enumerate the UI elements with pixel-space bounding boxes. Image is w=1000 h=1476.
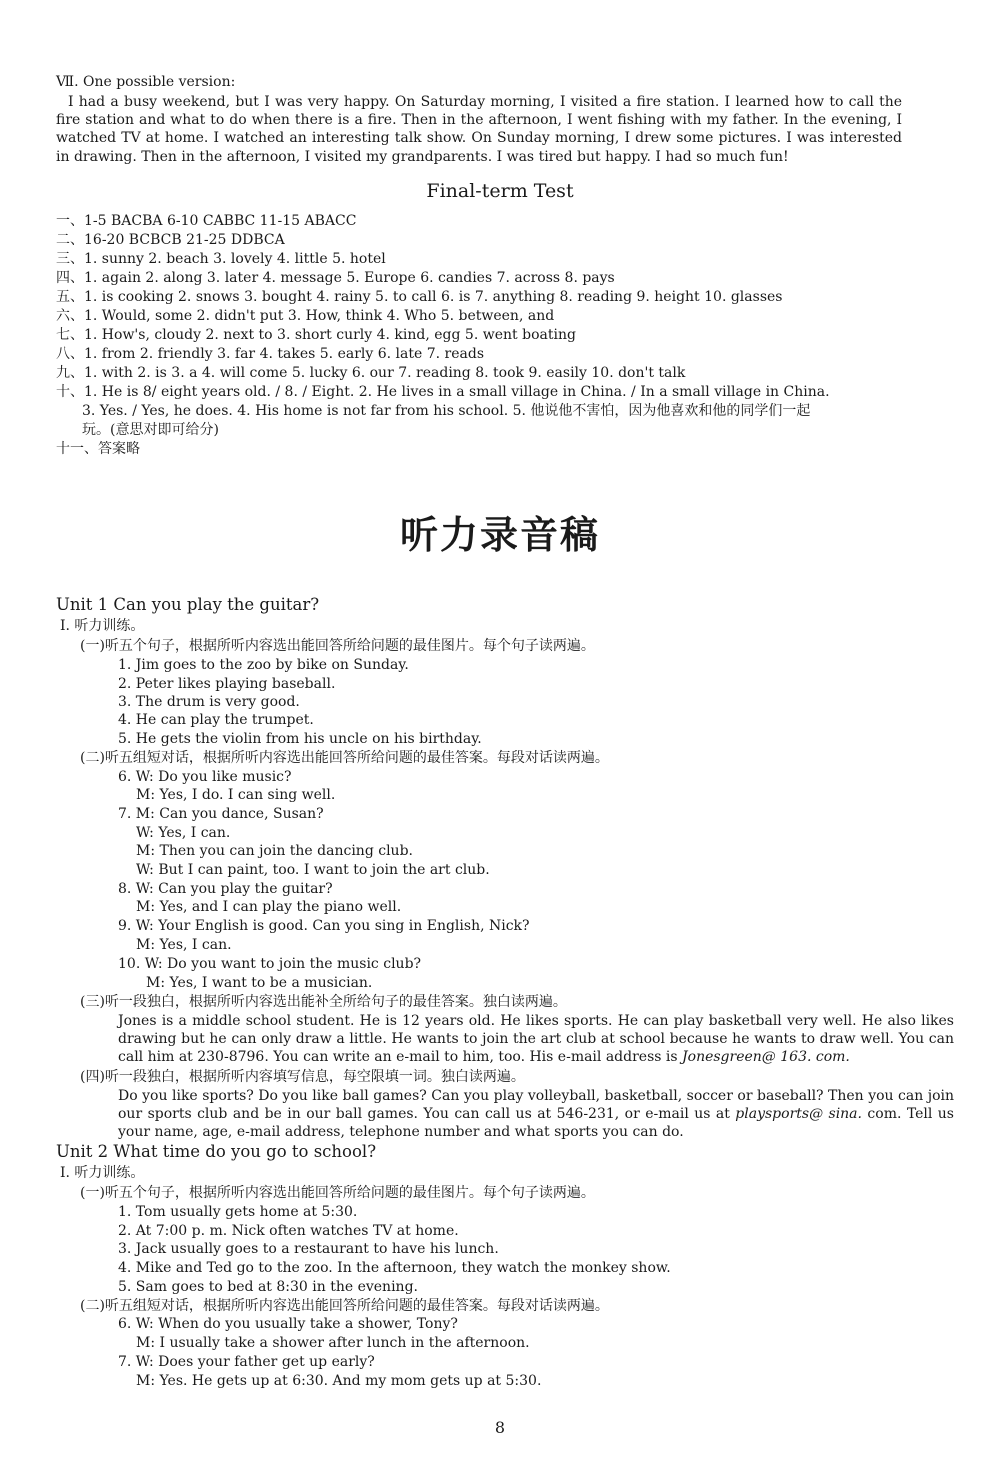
unit1-part4-email: playsports@ sina. [735, 1106, 862, 1123]
sentence: 4. He can play the trumpet. [118, 712, 314, 728]
final-term-title: Final-term Test [426, 180, 574, 202]
dialogue-line: W: But I can paint, too. I want to join the art club. [136, 862, 490, 878]
dialogue-line: M: Yes, and I can play the piano well. [136, 899, 402, 915]
dialogue-line: M: Yes. He gets up at 6:30. And my mom gets up at 5:30. [136, 1373, 542, 1389]
unit1-part3-text: Jones is a middle school student. He is 12 years old. He likes sports. He can play basketball very well. He also likes drawing but he can only draw a little. He wants to join the art club at school because he wants to draw well. You can call him at 230-8796. You can write an e-mail to him, too. His e-mail address is [118, 1013, 954, 1066]
listening-script-title: 听力录音稿 [399, 513, 600, 557]
unit1-part4-heading: (四)听一段独白，根据所听内容填写信息，每空限填一词。独白读两遍。 [80, 1069, 525, 1085]
answer-line: 十一、答案略 [56, 441, 140, 457]
sentence: 4. Mike and Ted go to the zoo. In the afternoon, they watch the monkey show. [118, 1260, 671, 1276]
sentence: 3. The drum is very good. [118, 694, 300, 710]
answer-line: 一、1-5 BACBA 6-10 CABBC 11-15 ABACC [56, 213, 357, 229]
dialogue-line: 6. W: When do you usually take a shower, Tony? [118, 1316, 458, 1332]
dialogue-line: 6. W: Do you like music? [118, 769, 292, 785]
sentence: 1. Tom usually gets home at 5:30. [118, 1204, 358, 1220]
vii-heading: Ⅶ. One possible version: [56, 74, 236, 90]
dialogue-line: 7. M: Can you dance, Susan? [118, 806, 324, 822]
watermark-logo [872, 1402, 1000, 1476]
answer-line: 三、1. sunny 2. beach 3. lovely 4. little 5. hotel [56, 251, 386, 267]
answer-line: 八、1. from 2. friendly 3. far 4. takes 5. early 6. late 7. reads [56, 346, 484, 362]
dialogue-line: M: I usually take a shower after lunch in the afternoon. [136, 1335, 530, 1351]
unit2-section: Ⅰ. 听力训练。 [60, 1165, 145, 1181]
dialogue-line: 8. W: Can you play the guitar? [118, 881, 333, 897]
page-number: 8 [494, 1418, 506, 1437]
answer-line: 3. Yes. / Yes, he does. 4. His home is not far from his school. 5. 他说他不害怕，因为他喜欢和他的同学们一起 [82, 403, 811, 419]
answer-line: 四、1. again 2. along 3. later 4. message 5. Europe 6. candies 7. across 8. pays [56, 270, 615, 286]
vii-text: I had a busy weekend, but I was very happy. On Saturday morning, I visited a fire station. I learned how to call the fire station and what to do when there is a fire. Then in the afternoon, I went fishing with my father. In the evening, I watched TV at home. I watched an interesting talk show. On Sunday morning, I drew some pictures. I was interested in drawing. Then in the afternoon, I visited my grandparents. I was tired but happy. I had so much fun! [56, 94, 902, 165]
answer-line: 七、1. How's, cloudy 2. next to 3. short curly 4. kind, egg 5. went boating [56, 327, 576, 343]
sentence: 5. Sam goes to bed at 8:30 in the evening. [118, 1279, 418, 1295]
vii-paragraph [56, 93, 902, 166]
sentence: 2. Peter likes playing baseball. [118, 676, 336, 692]
unit1-section: Ⅰ. 听力训练。 [60, 618, 145, 634]
unit1-title: Unit 1 Can you play the guitar? [56, 595, 320, 614]
unit1-part3-paragraph [118, 1012, 954, 1067]
unit1-part2-heading: (二)听五组短对话，根据所听内容选出能回答所给问题的最佳答案。每段对话读两遍。 [80, 750, 609, 766]
sentence: 5. He gets the violin from his uncle on his birthday. [118, 731, 482, 747]
dialogue-line: M: Yes, I want to be a musician. [146, 975, 373, 991]
sentence: 1. Jim goes to the zoo by bike on Sunday. [118, 657, 409, 673]
unit1-part3-email: Jonesgreen@ 163. com. [682, 1049, 850, 1066]
answer-line: 玩。(意思对即可给分) [82, 422, 219, 438]
dialogue-line: 10. W: Do you want to join the music club? [118, 956, 422, 972]
unit2-title: Unit 2 What time do you go to school? [56, 1142, 377, 1161]
unit1-part4-paragraph [118, 1087, 954, 1142]
sentence: 3. Jack usually goes to a restaurant to have his lunch. [118, 1241, 499, 1257]
dialogue-line: W: Yes, I can. [136, 825, 231, 841]
answer-line: 九、1. with 2. is 3. a 4. will come 5. lucky 6. our 7. reading 8. took 9. easily 10. don't talk [56, 365, 686, 381]
unit2-part1-heading: (一)听五个句子，根据所听内容选出能回答所给问题的最佳图片。每个句子读两遍。 [80, 1185, 595, 1201]
dialogue-line: M: Yes, I do. I can sing well. [136, 787, 336, 803]
unit1-part1-heading: (一)听五个句子，根据所听内容选出能回答所给问题的最佳图片。每个句子读两遍。 [80, 638, 595, 654]
unit2-part2-heading: (二)听五组短对话，根据所听内容选出能回答所给问题的最佳答案。每段对话读两遍。 [80, 1298, 609, 1314]
answer-line: 二、16-20 BCBCB 21-25 DDBCA [56, 232, 285, 248]
answer-line: 十、1. He is 8/ eight years old. / 8. / Eight. 2. He lives in a small village in China. / In a small village in China. [56, 384, 830, 400]
dialogue-line: M: Then you can join the dancing club. [136, 843, 413, 859]
unit1-part4-text: Do you like sports? Do you like ball games? Can you play volleyball, basketball, soccer or baseball? Then you can join our sports club and be in our ball games. You can call us at 546-231, or e-mail us at [118, 1088, 954, 1123]
sentence: 2. At 7:00 p. m. Nick often watches TV at home. [118, 1223, 459, 1239]
unit1-part3-heading: (三)听一段独白，根据所听内容选出能补全所给句子的最佳答案。独白读两遍。 [80, 994, 567, 1010]
dialogue-line: 7. W: Does your father get up early? [118, 1354, 375, 1370]
answer-line: 六、1. Would, some 2. didn't put 3. How, think 4. Who 5. between, and [56, 308, 555, 324]
dialogue-line: 9. W: Your English is good. Can you sing in English, Nick? [118, 918, 530, 934]
dialogue-line: M: Yes, I can. [136, 937, 232, 953]
answer-line: 五、1. is cooking 2. snows 3. bought 4. rainy 5. to call 6. is 7. anything 8. reading 9. height 10. glasses [56, 289, 783, 305]
unit1-part4-tail: com. Tell us your name, age, e-mail address, telephone number and what sports you can do. [118, 1106, 954, 1141]
